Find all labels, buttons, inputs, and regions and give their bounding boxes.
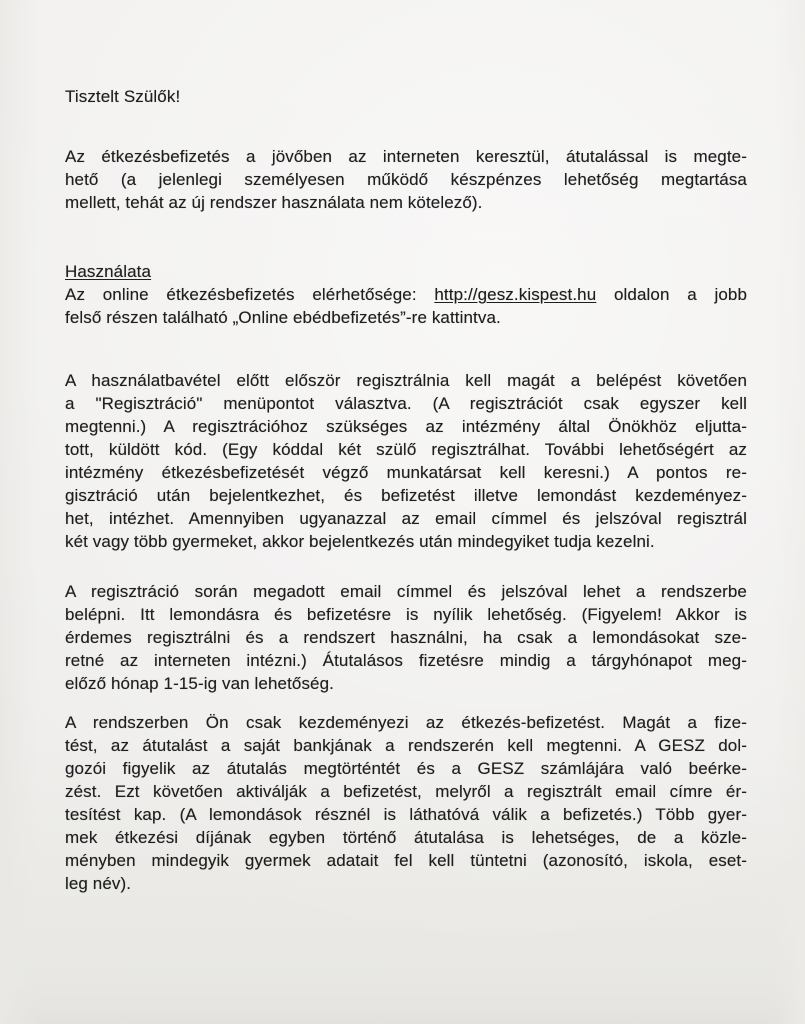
login-paragraph <box>65 580 747 695</box>
usage-section <box>65 260 747 329</box>
text-line: retné az interneten intézni.) Átutalásos fizetésre mindig a tárgyhónapot meg- <box>65 651 747 670</box>
text-line: gisztráció után bejelentkezhet, és befizetést illetve lemondást kezdeményez- <box>65 486 747 505</box>
meal-payment-url: http://gesz.kispest.hu <box>434 285 597 304</box>
usage-line-1-before: Az online étkezésbefizetés elérhetősége: <box>65 285 435 304</box>
usage-heading-text: Használata <box>65 262 152 281</box>
text-line: két vagy több gyermeket, akkor bejelentkezés után mindegyiket tudja kezelni. <box>65 532 655 551</box>
text-line: intézmény étkezésbefizetését végző munkatársat kell keresni.) A pontos re- <box>65 463 747 482</box>
text-line: leg név). <box>65 874 132 893</box>
payment-paragraph <box>65 711 747 895</box>
text-line: A rendszerben Ön csak kezdeményezi az étkezés-befizetést. Magát a fize- <box>65 713 747 732</box>
text-line: het, intézhet. Amennyiben ugyanazzal az email címmel és jelszóval regisztrál <box>65 509 747 528</box>
text-line: belépni. Itt lemondásra és befizetésre is nyílik lehetőség. (Figyelem! Akkor is <box>65 605 747 624</box>
text-line: tesítést kap. (A lemondások résznél is láthatóvá válik a befizetés.) Több gyer- <box>65 805 747 824</box>
usage-paragraph <box>65 283 747 329</box>
text-line: A regisztráció során megadott email címmel és jelszóval lehet a rendszerbe <box>65 582 747 601</box>
text-line: előző hónap 1-15-ig van lehetőség. <box>65 674 334 693</box>
text-line: érdemes regisztrálni és a rendszert használni, ha csak a lemondásokat sze- <box>65 628 747 647</box>
text-line: hető (a jelenlegi személyesen működő készpénzes lehetőség megtartása <box>65 170 747 189</box>
intro-paragraph <box>65 145 747 214</box>
usage-line-1-after: oldalon a jobb <box>596 285 748 304</box>
usage-line-2: felső részen található „Online ebédbefizetés”-re kattintva. <box>65 308 501 327</box>
text-line: Az étkezésbefizetés a jövőben az interneten keresztül, átutalással is megte- <box>65 147 747 166</box>
text-line: mek étkezési díjának egyben történő átutalása is lehetséges, de a közle- <box>65 828 747 847</box>
text-line: tést, az átutalást a saját bankjának a rendszerén kell megtenni. A GESZ dol- <box>65 736 747 755</box>
text-line: a "Regisztráció" menüpontot választva. (A regisztrációt csak egyszer kell <box>65 394 747 413</box>
registration-paragraph <box>65 369 747 553</box>
text-line: zést. Ezt követően aktiválják a befizetést, melyről a regisztrált email címre ér- <box>65 782 747 801</box>
text-line: A használatbavétel előtt először regisztrálnia kell magát a belépést követően <box>65 371 747 390</box>
text-line: mellett, tehát az új rendszer használata nem kötelező). <box>65 193 483 212</box>
text-line: megtenni.) A regisztrációhoz szükséges az intézmény által Önökhöz eljutta- <box>65 417 747 436</box>
text-line: gozói figyelik az átutalás megtörténtét és a GESZ számlájára való beérke- <box>65 759 747 778</box>
usage-line-1 <box>65 283 747 306</box>
text-line: tott, küldött kód. (Egy kóddal két szülő regisztrálhat. További lehetőségért az <box>65 440 747 459</box>
text-line: ményben mindegyik gyermek adatait fel kell tüntetni (azonosító, iskola, eset- <box>65 851 747 870</box>
greeting-line: Tisztelt Szülők! <box>65 87 181 106</box>
usage-heading <box>65 260 747 283</box>
